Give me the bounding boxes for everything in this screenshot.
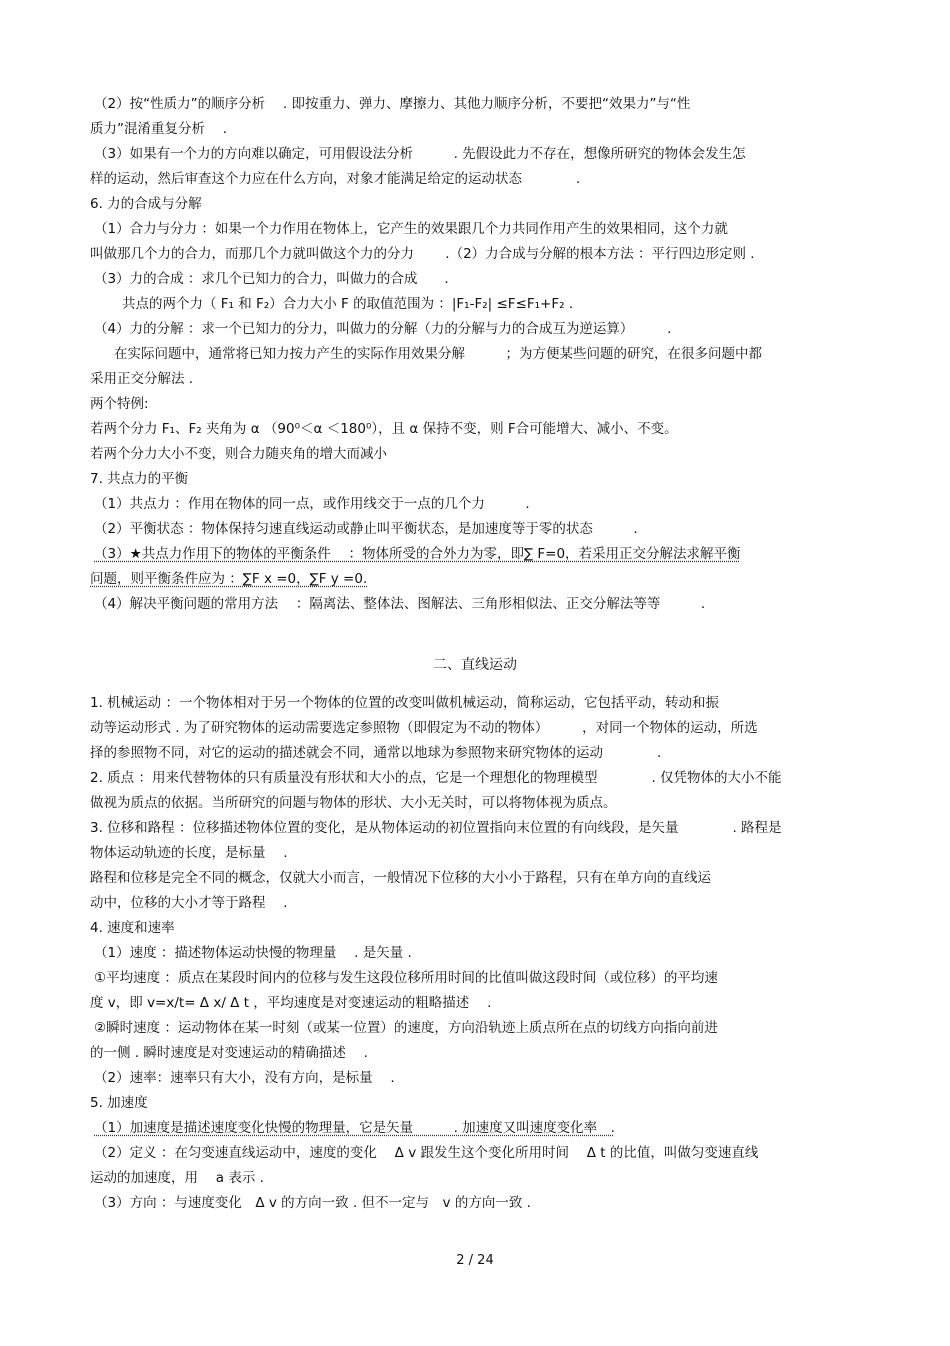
text-line: （1）合力与分力 ：如果一个力作用在物体上，它产生的效果跟几个力共同作用产生的效果相同，这个力就 [94,221,728,237]
text-line: （3）如果有一个力的方向难以确定，可用假设法分析 . 先假设此力不存在，想像所研究的物体会发生怎 [94,146,746,162]
text-line: 2. 质点 ：用来代替物体的只有质量没有形状和大小的点，它是一个理想化的物理模型 . 仅凭物体的大小不能 [90,770,782,786]
text-line: 共点的两个力（ F₁ 和 F₂）合力大小 F 的取值范围为 ：|F₁-F₂| ≤F≤F₁+F₂ . [122,296,574,312]
text-line: 度 v，即 v=x/t= Δ x/ Δ t ，平均速度是对变速运动的粗略描述 . [90,995,492,1011]
text-line: ①平均速度 ：质点在某段时间内的位移与发生这段位移所用时间的比值叫做这段时间（或位移）的平均速 [94,970,718,986]
text-line: 质力”混淆重复分析 . [90,121,228,137]
text-line: 的一侧 . 瞬时速度是对变速运动的精确描述 . [90,1045,368,1061]
section-title: 5. 加速度 [90,1095,148,1111]
text-line: 做视为质点的依据。当所研究的问题与物体的形状、大小无关时，可以将物体视为质点。 [90,795,617,811]
text-line: 物体运动轨迹的长度，是标量 . [90,845,288,861]
text-line: 运动的加速度，用 a 表示 . [90,1170,264,1186]
text-line: 问题，则平衡条件应为 ：∑F x =0，∑F y =0. [90,571,368,587]
text-line: （1）共点力 ：作用在物体的同一点，或作用线交于一点的几个力 . [94,496,530,512]
section-title: 6. 力的合成与分解 [90,196,202,212]
text-line: 动中，位移的大小才等于路程 . [90,895,288,911]
text-line: 1. 机械运动 ：一个物体相对于另一个物体的位置的改变叫做机械运动，简称运动，它包括平动，转动和振 [90,695,719,711]
text-line: 采用正交分解法 . [90,371,194,387]
text-line: 在实际问题中，通常将已知力按力产生的实际作用效果分解 ；为方便某些问题的研究，在很多问题中都 [114,346,762,362]
text-line: ②瞬时速度 ：运动物体在某一时刻（或某一位置）的速度，方向沿轨迹上质点所在点的切线方向指向前进 [94,1020,718,1036]
section-title: 4. 速度和速率 [90,920,175,936]
section-heading: 二、直线运动 [433,657,517,673]
text-line: （3）方向 ：与速度变化 Δ v 的方向一致 . 但不一定与 v 的方向一致 . [94,1195,531,1211]
text-line: （1）加速度是描述速度变化快慢的物理量，它是矢量 . 加速度又叫速度变化率 . [94,1120,615,1136]
text-line: （2）定义 ：在匀变速直线运动中，速度的变化 Δ v 跟发生这个变化所用时间 Δ t 的比值，叫做匀变速直线 [94,1145,759,1161]
text-line: 若两个分力大小不变，则合力随夹角的增大而减小 [90,446,387,462]
text-line: （3）★共点力作用下的物体的平衡条件 ：物体所受的合外力为零，即∑ F=0，若采用正交分解法求解平衡 [94,546,741,562]
text-line: 动等运动形式 . 为了研究物体的运动需要选定参照物（即假定为不动的物体） ，对同一个物体的运动，所选 [90,720,758,736]
page-number: 2 / 24 [456,1253,494,1268]
text-line: 叫做那几个力的合力，而那几个力就叫做这个力的分力 .（2）力合成与分解的根本方法 ：平行四边形定则 . [90,246,755,262]
text-line: 两个特例: [90,396,149,412]
text-line: （4）解决平衡问题的常用方法 ：隔离法、整体法、图解法、三角形相似法、正交分解法等等 . [94,596,706,612]
text-line: （2）速率：速率只有大小，没有方向，是标量 . [94,1070,395,1086]
section-title: 7. 共点力的平衡 [90,471,189,487]
text-line: （1）速度 ：描述物体运动快慢的物理量 . 是矢量 . [94,945,412,961]
text-line: 择的参照物不同，对它的运动的描述就会不同，通常以地球为参照物来研究物体的运动 . [90,745,662,761]
text-line: 路程和位移是完全不同的概念，仅就大小而言，一般情况下位移的大小小于路程，只有在单方向的直线运 [90,870,711,886]
text-line: 样的运动，然后审查这个力应在什么方向，对象才能满足给定的运动状态 . [90,171,581,187]
text-line: （4）力的分解 ：求一个已知力的分力，叫做力的分解（力的分解与力的合成互为逆运算） . [94,321,672,337]
text-line: （2）平衡状态 ：物体保持匀速直线运动或静止叫平衡状态，是加速度等于零的状态 . [94,521,638,537]
text-line: 若两个分力 F₁、F₂ 夹角为 α （90⁰＜α ＜180⁰），且 α 保持不变，则 F合可能增大、减小、不变。 [90,421,678,437]
text-line: （2）按“性质力”的顺序分析 . 即按重力、弹力、摩擦力、其他力顺序分析，不要把“效果力”与“性 [94,96,691,112]
text-line: （3）力的合成 ：求几个已知力的合力，叫做力的合成 . [94,271,449,287]
text-line: 3. 位移和路程 ：位移描述物体位置的变化，是从物体运动的初位置指向末位置的有向线段，是矢量 . 路程是 [90,820,782,836]
